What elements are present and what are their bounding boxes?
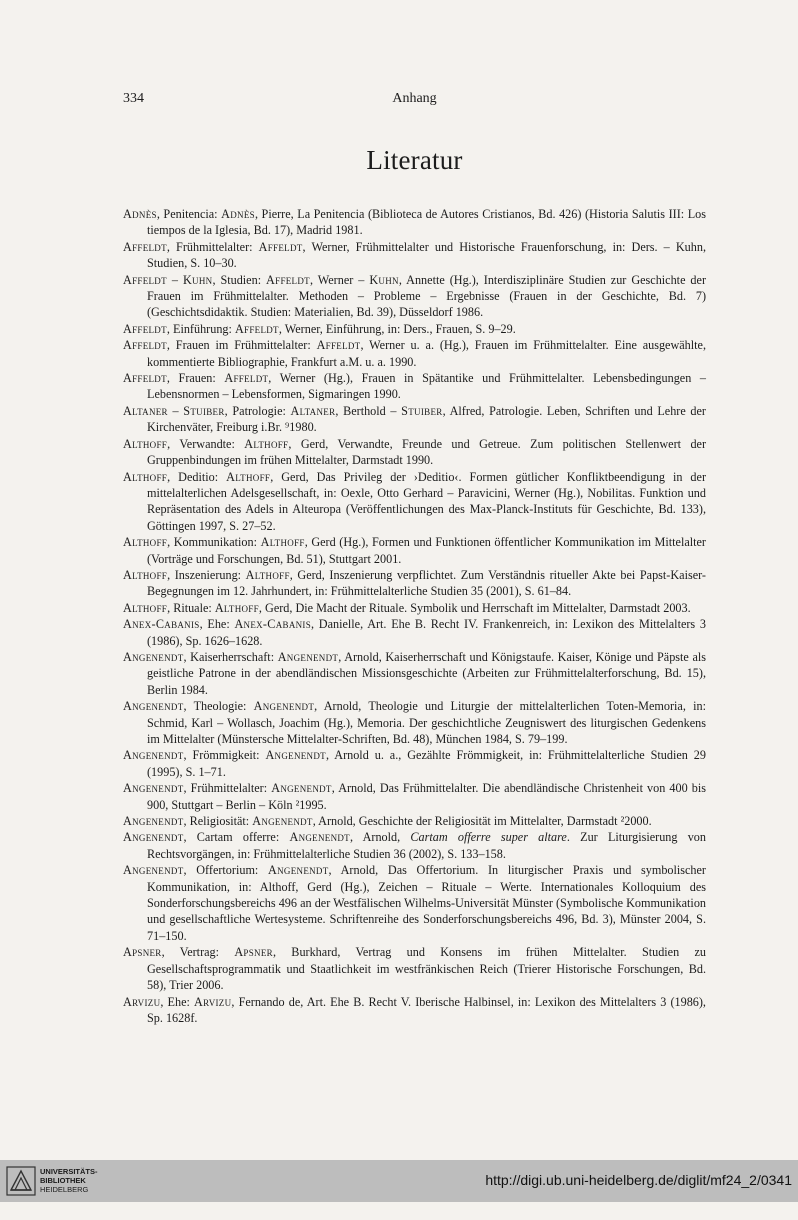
entry-text: , Inszenierung: — [167, 567, 246, 582]
running-head: Anhang — [392, 91, 437, 106]
entry-text: , Patrologie: — [224, 403, 291, 418]
author-name: Anex-Cabanis — [123, 617, 200, 632]
entry-text: , Verwandte: — [167, 436, 245, 451]
entry-text: , Gerd, Die Macht der Rituale. Symbolik und Herrschaft im Mittelalter, Darmstadt 2003. — [258, 600, 691, 615]
bibliography-entry — [123, 272, 706, 321]
author-name: Althoff — [123, 469, 168, 484]
entry-text: , Gerd, Verwandte, Freunde und Getreue. Zum politischen Stellenwert der Gruppenbindungen im frühen Mittelalter, Darmstadt 1990. — [147, 436, 707, 468]
page-header — [123, 91, 706, 111]
entry-text: , Frauen: — [166, 371, 225, 386]
author-name: Stuiber — [183, 403, 225, 418]
author-name: Althoff — [226, 469, 271, 484]
bibliography-entry — [123, 698, 706, 747]
author-name: Angenendt — [123, 863, 184, 878]
entry-text: , Gerd (Hg.), Formen und Funktionen öffentlicher Kommunikation im Mittelalter (Vorträge und Forschungen, Bd. 51), Stuttgart 2001. — [147, 535, 706, 566]
author-name: Althoff — [123, 567, 168, 582]
author-name: Angenendt — [123, 830, 184, 845]
author-name: Althoff — [245, 567, 290, 582]
entry-text: , Frömmigkeit: — [183, 748, 266, 763]
author-name: Altaner — [123, 403, 168, 418]
entry-text: , Burkhard, Vertrag und Konsens im frühen Mittelalter. Studien zu Gesellschaftsprogrammatik und Staatlichkeit im westfränkischen Reich (Trierer Historische Forschungen, Bd. 58), Trier 2006. — [147, 945, 706, 993]
bibliography-entry — [123, 534, 706, 567]
entry-text: – — [166, 272, 183, 287]
author-name: Angenendt — [123, 699, 184, 714]
author-name: Altaner — [290, 403, 336, 418]
author-name: Angenendt — [123, 649, 184, 664]
author-name: Stuiber — [401, 403, 443, 418]
bibliography-list — [123, 206, 706, 1026]
entry-text: , Werner, Einführung, in: Ders., Frauen, S. 9–29. — [278, 321, 516, 336]
entry-text: , Arnold, Kaiserherrschaft und Königstaufe. Kaiser, Könige und Päpste als geistliche Patrone in der abendländischen Missionsgeschichte (Arbeiten zur Frühmittelalterforschung, Bd. 15), Berlin 1984. — [147, 649, 706, 697]
entry-text: , Theologie: — [183, 699, 254, 714]
entry-text: , Offertorium: — [183, 863, 269, 878]
entry-text: , Berthold – — [335, 403, 402, 418]
author-name: Angenendt — [253, 699, 315, 714]
bibliography-entry — [123, 944, 706, 993]
author-name: Angenendt — [123, 748, 184, 763]
author-name: Althoff — [123, 535, 168, 550]
entry-text: , Pierre, La Penitencia (Biblioteca de Autores Cristianos, Bd. 426) (Historia Salutis III: Los tiempos de la Iglesia, Bd. 17), Madrid 1981. — [147, 207, 706, 238]
entry-text: , Gerd, Das Privileg der ›Deditio‹. Formen gütlicher Konfliktbeendigung in der mittelalterlichen Adelsgesellschaft, in: Oexle, Otto Gerhard – Paravicini, Werner (Hg.), Nobilitas. Funktion und Repräsentation des Adels in Alteuropa (Veröffentlichungen des Max-Planck-Instituts für Geschichte, Bd. 133), Göttingen 1997, S. 27–52. — [147, 469, 706, 533]
entry-text: , Ehe: — [160, 994, 195, 1009]
logo-line: BIBLIOTHEK — [40, 1176, 86, 1185]
author-name: Althoff — [214, 600, 259, 615]
author-name: Affeldt — [123, 321, 167, 336]
author-name: Apsner — [123, 945, 162, 960]
library-logo-icon — [6, 1166, 36, 1196]
source-url-link[interactable]: http://digi.ub.uni-heidelberg.de/diglit/mf24_2/0341 — [485, 1172, 792, 1188]
author-name: Angenendt — [265, 748, 326, 763]
entry-text: , Arnold, Geschichte der Religiosität im Mittelalter, Darmstadt ²2000. — [312, 814, 652, 829]
page-title: Literatur — [366, 145, 463, 175]
author-name: Angenendt — [123, 781, 184, 796]
bibliography-entry — [123, 337, 706, 370]
footer-bar — [0, 1160, 798, 1202]
author-name: Angenendt — [289, 830, 350, 845]
entry-text: , Werner – — [309, 272, 370, 287]
entry-text: , Arnold, Theologie und Liturgie der mittelalterlichen Toten-Memoria, in: Schmid, Karl – Wollasch, Joachim (Hg.), Memoria. Der geschichtliche Zeugniswert des liturgischen Gedenkens im Mittelalter (Münstersche Mittelalter-Schriften, Bd. 48), München 1984, S. 79–199. — [147, 699, 706, 746]
bibliography-entry — [123, 370, 706, 403]
entry-text: , Frühmittelalter: — [166, 239, 259, 254]
entry-text: , Werner (Hg.), Frauen in Spätantike und Frühmittelalter. Lebensbedingungen – Lebensnormen – Lebensformen, Sigmaringen 1990. — [147, 371, 706, 402]
entry-text: , Deditio: — [167, 469, 227, 484]
entry-text: , Arnold u. a., Gezählte Frömmigkeit, in: Frühmittelalterliche Studien 29 (1995), S. 1–71. — [147, 748, 706, 779]
entry-text: , Studien: — [212, 272, 267, 287]
bibliography-entry — [123, 239, 706, 272]
entry-text: . Zur Liturgisierung von Rechtsvorgängen, in: Frühmittelalterliche Studien 36 (2002), S. 133–158. — [147, 830, 706, 861]
entry-text: , Penitencia: — [156, 207, 222, 221]
italic-title: Cartam offerre super altare — [410, 830, 567, 845]
bibliography-entry — [123, 862, 706, 944]
bibliography-entry — [123, 994, 706, 1027]
entry-text: , Einführung: — [166, 321, 235, 336]
author-name: Arvizu — [194, 994, 232, 1009]
author-name: Althoff — [123, 600, 168, 615]
author-name: Adnès — [221, 207, 255, 221]
entry-text: , Religiosität: — [183, 814, 253, 829]
bibliography-entry — [123, 616, 706, 649]
bibliography-entry — [123, 829, 706, 862]
entry-text: , Rituale: — [167, 600, 215, 615]
entry-text: – — [167, 403, 184, 418]
entry-text: , Arnold, Das Offertorium. In liturgischer Praxis und symbolischer Kommunikation, in: Althoff, Gerd (Hg.), Zeichen – Rituale – Werte. Internationales Kolloquium des Sonderforschungsbereichs 496 an der Westfälischen Wilhelms-Universität Münster (Symbolische Kommunikation und gesellschaftliche Wertesysteme. Schriftenreihe des Sonderforschungsbereichs 496, Bd. 3), Münster 2004, S. 71–150. — [147, 863, 706, 943]
library-logo[interactable] — [6, 1164, 136, 1198]
entry-text: , Frühmittelalter: — [183, 781, 272, 796]
entry-text: , Cartam offerre: — [183, 830, 290, 845]
author-name: Affeldt — [258, 239, 303, 254]
author-name: Kuhn — [182, 272, 213, 287]
author-name: Affeldt — [234, 321, 279, 336]
author-name: Affeldt — [316, 338, 361, 353]
author-name: Affeldt — [266, 272, 310, 287]
logo-line: UNIVERSITÄTS- — [40, 1167, 98, 1176]
author-name: Anex-Cabanis — [234, 617, 312, 632]
entry-text: , Alfred, Patrologie. Leben, Schriften und Lehre der Kirchenväter, Freiburg i.Br. ⁹1980. — [147, 403, 706, 435]
bibliography-entry — [123, 747, 706, 780]
bibliography-entry — [123, 813, 706, 829]
entry-text: , Gerd, Inszenierung verpflichtet. Zum Verständnis ritueller Akte bei Papst-Kaiser-Begegnungen im 12. Jahrhundert, in: Frühmittelalterliche Studien 35 (2001), S. 61–84. — [147, 567, 706, 599]
author-name: Affeldt — [123, 272, 167, 287]
author-name: Althoff — [123, 436, 168, 451]
author-name: Adnès — [123, 207, 157, 221]
author-name: Arvizu — [123, 994, 161, 1009]
author-name: Angenendt — [268, 863, 329, 878]
author-name: Althoff — [260, 535, 305, 550]
entry-text: , Fernando de, Art. Ehe B. Recht V. Iberische Halbinsel, in: Lexikon des Mittelalters 3 (1986), Sp. 1628f. — [147, 994, 706, 1025]
author-name: Angenendt — [271, 781, 332, 796]
entry-text: , Werner u. a. (Hg.), Frauen im Frühmittelalter. Eine ausgewählte, kommentierte Bibliographie, Frankfurt a.M. u. a. 1990. — [147, 338, 706, 369]
bibliography-entry — [123, 321, 706, 337]
author-name: Affeldt — [123, 338, 167, 353]
entry-text: , Danielle, Art. Ehe B. Recht IV. Frankenreich, in: Lexikon des Mittelalters 3 (1986), Sp. 1626–1628. — [147, 617, 706, 648]
entry-text: , Arnold, Das Frühmittelalter. Die abendländische Christenheit von 400 bis 900, Stuttgart – Berlin – Köln ²1995. — [147, 781, 707, 812]
entry-text: , Arnold, — [349, 830, 411, 845]
bibliography-entry — [123, 403, 706, 436]
bibliography-entry — [123, 469, 706, 535]
entry-text: , Kommunikation: — [167, 535, 261, 550]
entry-text: , Werner, Frühmittelalter und Historische Frauenforschung, in: Ders. – Kuhn, Studien, S. 10–30. — [147, 239, 706, 271]
author-name: Kuhn — [369, 272, 399, 287]
entry-text: , Kaiserherrschaft: — [183, 649, 278, 664]
bibliography-entry — [123, 600, 706, 616]
library-logo-text — [40, 1167, 98, 1194]
bibliography-entry — [123, 206, 706, 239]
bibliography-entry — [123, 649, 706, 698]
entry-text: , Vertrag: — [161, 945, 235, 960]
bibliography-entry — [123, 780, 706, 813]
author-name: Apsner — [234, 945, 273, 960]
logo-line: HEIDELBERG — [40, 1185, 89, 1194]
bibliography-entry — [123, 567, 706, 600]
author-name: Affeldt — [123, 371, 167, 386]
author-name: Affeldt — [224, 371, 269, 386]
entry-text: , Annette (Hg.), Interdisziplinäre Studien zur Geschichte der Frauen im Frühmittelalter. Methoden – Probleme – Ergebnisse (Frauen in der Geschichte, Bd. 7) (Geschichtsdidaktik. Studien: Materialien, Bd. 39), Düsseldorf 1986. — [147, 272, 706, 320]
author-name: Angenendt — [123, 814, 184, 829]
entry-text: , Frauen im Frühmittelalter: — [166, 338, 317, 353]
author-name: Angenendt — [277, 649, 339, 664]
entry-text: , Ehe: — [199, 617, 235, 632]
bibliography-entry — [123, 436, 706, 469]
page-number: 334 — [123, 91, 144, 106]
author-name: Angenendt — [252, 814, 313, 829]
author-name: Affeldt — [123, 239, 167, 254]
author-name: Althoff — [244, 436, 289, 451]
